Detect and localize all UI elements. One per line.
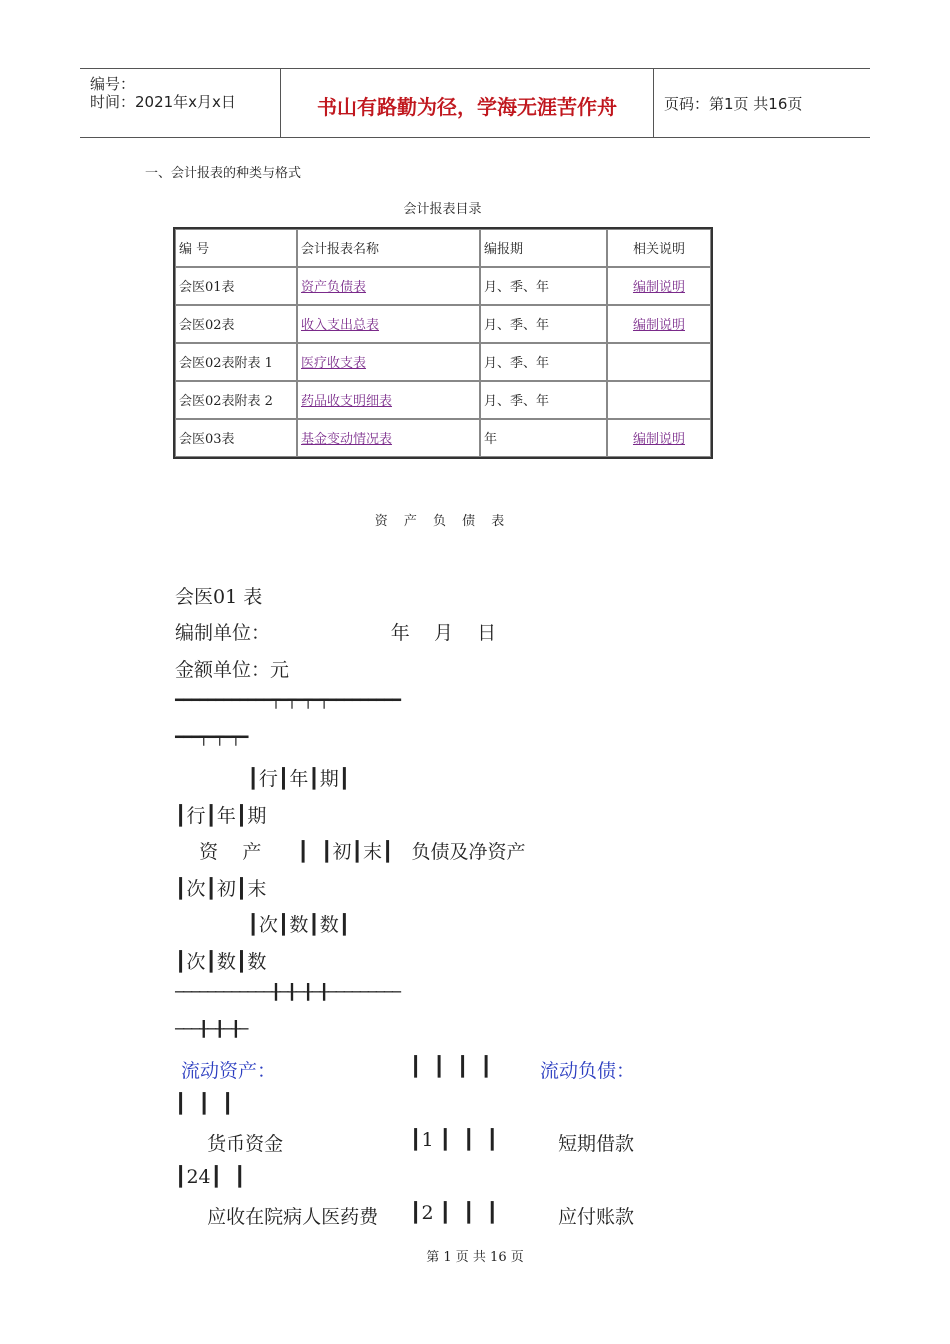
page-label: 页码：第1页 共16页 (664, 95, 803, 113)
row-number-line: ┃24┃ ┃ (175, 1166, 246, 1188)
page-footer: 第 1 页 共 16 页 (426, 1250, 524, 1265)
rule-line: ━━━┯━┯━┯━ (175, 728, 248, 746)
table-row (175, 381, 711, 419)
code-cell: 会医01表 (175, 267, 297, 305)
grid-line: ┃ ┃ ┃ (175, 1093, 234, 1115)
column-header-line: 资 产 ┃ ┃初┃末┃ 负债及净资产 (175, 841, 526, 863)
table-row (175, 419, 711, 457)
report-link[interactable]: 药品收支明细表 (301, 394, 393, 409)
time-label: 时间：2021年x月x日 (90, 93, 236, 111)
balance-sheet-title: 资 产 负 债 表 (374, 514, 511, 529)
rule-line: ━━━━━━━━━━━━┯━┯━┯━┯━━━━━━━━━ (175, 691, 400, 709)
page-header (80, 68, 870, 138)
motto: 书山有路勤为径，学海无涯苦作舟 (317, 95, 617, 119)
note-cell (607, 381, 711, 419)
grid-line: ┃行┃年┃期 (175, 805, 267, 827)
grid-line: ┃ ┃ ┃ ┃ (410, 1056, 492, 1078)
unit-line: 编制单位： 年 月 日 (175, 622, 497, 644)
form-code: 会医01 表 (175, 586, 263, 608)
receivable-label: 应收在院病人医药费 (195, 1206, 379, 1228)
row-number-line: ┃1 ┃ ┃ ┃ (410, 1129, 499, 1151)
rule-line: ────────────╂─╂─╂─╂───────── (175, 983, 400, 1001)
number-label: 编号： (90, 75, 136, 93)
report-link[interactable]: 收入支出总表 (301, 318, 380, 333)
table-row (175, 267, 711, 305)
table-row (175, 305, 711, 343)
report-link[interactable]: 医疗收支表 (301, 356, 367, 371)
current-assets-label: 流动资产： (175, 1060, 277, 1082)
payable-label: 应付账款 (558, 1206, 635, 1228)
period-cell: 月、季、年 (480, 381, 607, 419)
grid-line: ┃次┃初┃末 (175, 878, 267, 900)
header-cell: 编报期 (480, 229, 607, 267)
note-cell (607, 343, 711, 381)
period-cell: 年 (480, 419, 607, 457)
period-cell: 月、季、年 (480, 267, 607, 305)
table-row (175, 343, 711, 381)
code-cell: 会医02表 (175, 305, 297, 343)
grid-line: ┃行┃年┃期┃ (175, 768, 351, 790)
amount-unit: 金额单位：元 (175, 659, 290, 681)
table-header-row (175, 229, 711, 267)
header-right-cell (654, 69, 870, 137)
catalog-caption: 会计报表目录 (403, 202, 482, 217)
short-loan-label: 短期借款 (558, 1133, 635, 1155)
section-title: 一、会计报表的种类与格式 (145, 166, 302, 181)
period-cell: 月、季、年 (480, 343, 607, 381)
row-number-line: ┃2 ┃ ┃ ┃ (410, 1202, 499, 1224)
header-left-cell (80, 69, 281, 137)
header-cell: 编 号 (175, 229, 297, 267)
code-cell: 会医02表附表 1 (175, 343, 297, 381)
period-cell: 月、季、年 (480, 305, 607, 343)
rule-line: ───╂─╂─╂─ (175, 1020, 248, 1038)
note-link[interactable]: 编制说明 (632, 318, 685, 333)
report-link[interactable]: 资产负债表 (301, 280, 367, 295)
code-cell: 会医02表附表 2 (175, 381, 297, 419)
note-link[interactable]: 编制说明 (632, 280, 685, 295)
header-center-cell (281, 69, 654, 137)
grid-line: ┃次┃数┃数┃ (175, 914, 351, 936)
header-cell: 相关说明 (607, 229, 711, 267)
grid-line: ┃次┃数┃数 (175, 951, 267, 973)
header-cell: 会计报表名称 (297, 229, 480, 267)
current-liab-label: 流动负债： (540, 1060, 636, 1082)
report-link[interactable]: 基金变动情况表 (301, 432, 393, 447)
code-cell: 会医03表 (175, 419, 297, 457)
cash-label: 货币资金 (195, 1133, 284, 1155)
note-link[interactable]: 编制说明 (632, 432, 685, 447)
catalog-table (173, 227, 713, 459)
